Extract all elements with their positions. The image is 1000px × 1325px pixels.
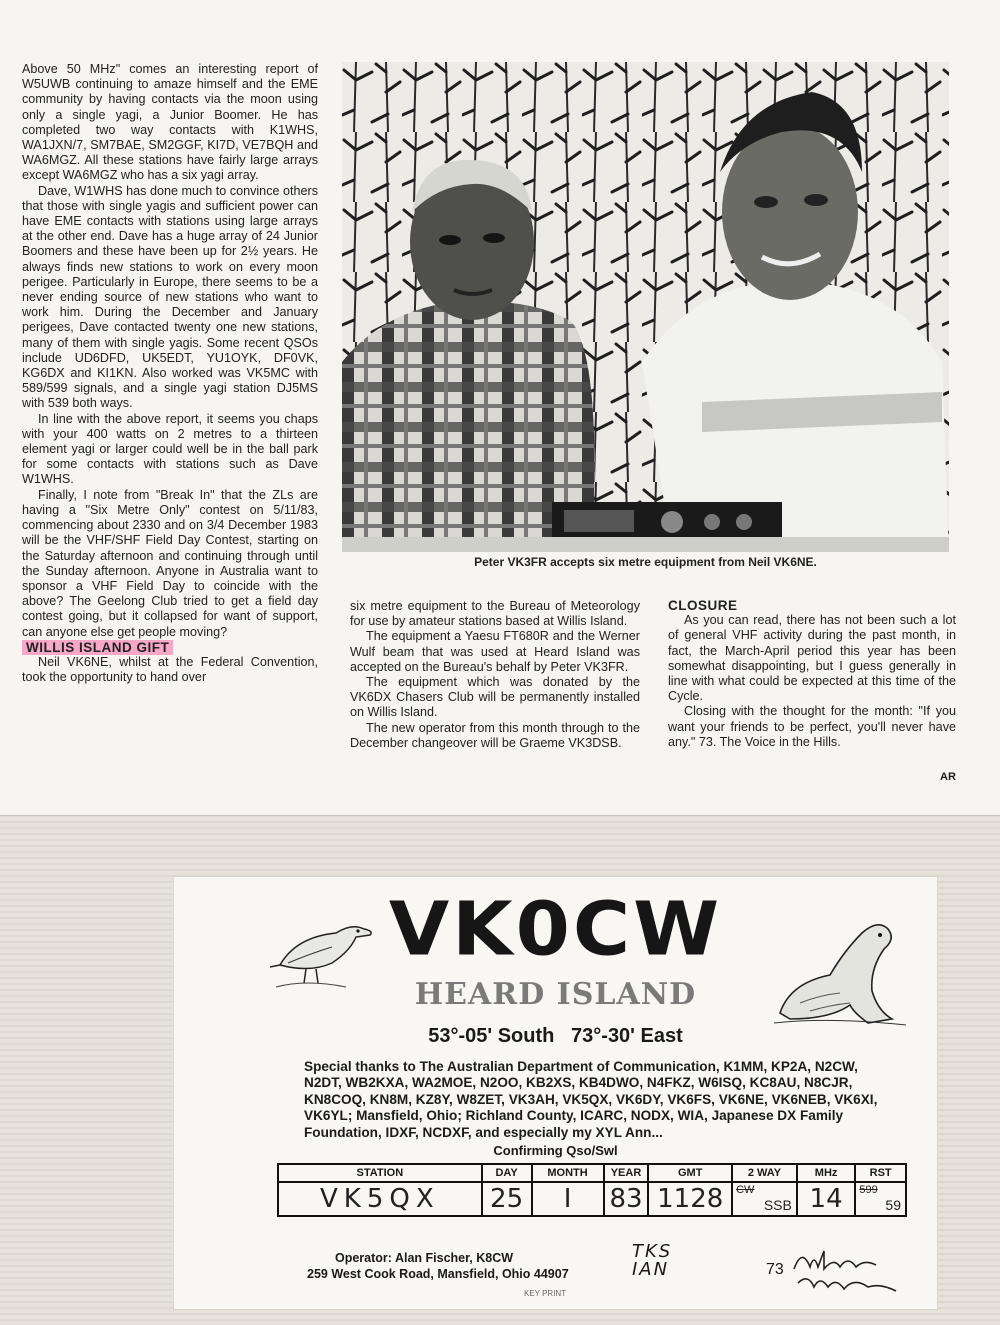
column-header: DAY <box>482 1164 532 1182</box>
rst-cell <box>855 1182 906 1216</box>
section-heading-closure: CLOSURE <box>668 598 738 613</box>
callsign-title: VK0CW <box>388 887 723 973</box>
section-heading-willis <box>22 640 318 655</box>
column-header: 2 WAY <box>732 1164 797 1182</box>
column-header: RST <box>855 1164 906 1182</box>
operator-info <box>307 1250 569 1282</box>
article-column-2 <box>350 599 640 751</box>
operator-address: 259 West Cook Road, Mansfield, Ohio 44907 <box>307 1267 569 1281</box>
column-header: GMT <box>648 1164 732 1182</box>
rst-value: 59 <box>885 1197 901 1213</box>
handwritten-ian: IAN <box>632 1259 670 1280</box>
highlighted-heading: WILLIS ISLAND GIFT <box>22 640 173 655</box>
paragraph: The equipment a Yaesu FT680R and the Werner Wulf beam that was used at Heard Island was accepted on the Bureau's behalf by Peter VK3FR. <box>350 629 640 674</box>
column-header: YEAR <box>604 1164 649 1182</box>
signature-icon <box>784 1243 904 1299</box>
article-column-3 <box>668 598 956 750</box>
column-header: MHz <box>797 1164 855 1182</box>
paragraph: In line with the above report, it seems you chaps with your 400 watts on 2 metres to a thirteen element yagi or larger could well be in the ball park for some contacts with stations such as Dave W1WHS. <box>22 411 318 487</box>
article-column-1 <box>22 62 318 685</box>
struck-rst: 599 <box>859 1184 878 1196</box>
gmt-cell: 1128 <box>648 1182 732 1216</box>
mode-value: SSB <box>763 1197 792 1213</box>
paragraph: The equipment which was donated by the VK6DX Chasers Club will be permanently installed on Willis Island. <box>350 675 640 720</box>
paragraph: Closing with the thought for the month: "If you want your friends to be perfect, you'll never have any." 73. The Voice in the Hills. <box>668 704 956 749</box>
article-photo <box>342 62 949 552</box>
column-header: MONTH <box>532 1164 604 1182</box>
confirming-label: Confirming Qso/Swl <box>493 1143 618 1158</box>
mhz-cell: 14 <box>797 1182 855 1216</box>
mode-cell <box>732 1182 797 1216</box>
thanks-text: Special thanks to The Australian Department of Communication, K1MM, KP2A, N2CW, N2DT, WB2KXA, WA2MOE, N2OO, KB2XS, KB4DWO, N4FKZ, W6ISQ, KC8AU, N8CJR, KN8COQ, KN8M, KZ8Y, W8ZET, VK3AH, VK5QX, VK6DY, VK6FS, VK6NE, VK6NEB, VK6XI, VK6YL; Mansfield, Ohio; Richland County, ICARC, NODX, WIA, Japanese DX Family Foundation, IDXF, NCDXF, and especially my XYL Ann... <box>304 1059 878 1140</box>
year-cell: 83 <box>604 1182 649 1216</box>
qso-log-table <box>277 1163 907 1217</box>
photo-illustration <box>342 62 949 552</box>
month-cell: I <box>532 1182 604 1216</box>
table-row <box>278 1182 906 1216</box>
day-cell: 25 <box>482 1182 532 1216</box>
paragraph: Dave, W1WHS has done much to convince others that those with single yagis and sufficient power can have EME contacts with stations using large arrays at the other end. Dave has a huge array of 24 Junior Boomers and these have been up for 2½ years. He always finds new stations to work on every moon perigee. Particularly in Europe, there seems to be a never ending source of new stations who want to work him. During the December and January perigees, Dave contacted twenty one new stations, many of them with single yagis. Some recent QSOs include UD6DFD, UK5EDT, YU1OYK, DF0VK, KG6DX and KI1KN. Also worked was VK5MC with 589/599 signals, and a single yagi station DJ5MS with 539 both ways. <box>22 183 318 411</box>
paragraph: six metre equipment to the Bureau of Meteorology for use by amateur stations based at Willis Island. <box>350 599 640 629</box>
handwritten-note <box>632 1243 672 1279</box>
table-header-row <box>278 1164 906 1182</box>
station-cell: VK5QX <box>278 1182 482 1216</box>
column-header: STATION <box>278 1164 482 1182</box>
paragraph: Above 50 MHz" comes an interesting report of W5UWB continuing to amaze himself and the EME community by having contacts via the moon using only a single yagi, a Junior Boomer. He has completed two way contacts with K1WHS, WA1JXN/7, SM7BAE, SM2GGF, KI7D, VE7BQH and WA6MGZ. All these stations have fairly large arrays except WA6MGZ who has a six yagi array. <box>22 62 318 183</box>
qsl-card <box>173 876 938 1310</box>
paragraph: Neil VK6NE, whilst at the Federal Convention, took the opportunity to hand over <box>22 654 318 685</box>
paragraph: The new operator from this month through to the December changeover will be Graeme VK3DSB. <box>350 720 640 750</box>
struck-mode: CW <box>736 1184 755 1196</box>
operator-name: Operator: Alan Fischer, K8CW <box>335 1251 514 1265</box>
location-title: HEARD ISLAND <box>414 977 697 1012</box>
photo-caption: Peter VK3FR accepts six metre equipment from Neil VK6NE. <box>474 555 817 569</box>
seal-icon <box>770 913 910 1031</box>
handwritten-tks: TKS <box>632 1241 673 1262</box>
printer-mark: KEY PRINT <box>524 1289 567 1298</box>
handwritten-73: 73 <box>766 1261 784 1278</box>
coordinates: 53°-05' South 73°-30' East <box>428 1025 683 1047</box>
paragraph: Finally, I note from "Break In" that the ZLs are having a "Six Metre Only" contest on 5/11/83, commencing about 2330 and on 3/4 December 1983 will be the VHF/SHF Field Day Contest, starting on the Saturday afternoon and continuing through until the Sunday afternoon. Anyone in Australia want to sponsor a VHF Field Day to coincide with the above? The Geelong Club tried to get a field day contest going, but it collapsed for want of support, can anyone else get people moving? <box>22 487 318 639</box>
paragraph: As you can read, there has not been such a lot of general VHF activity during the past month, in fact, the March-April period this year has been somewhat disappointing, but I guess generally in line with what could be expected at this time of the Cycle. <box>668 613 956 704</box>
end-of-article-mark: AR <box>940 771 956 783</box>
